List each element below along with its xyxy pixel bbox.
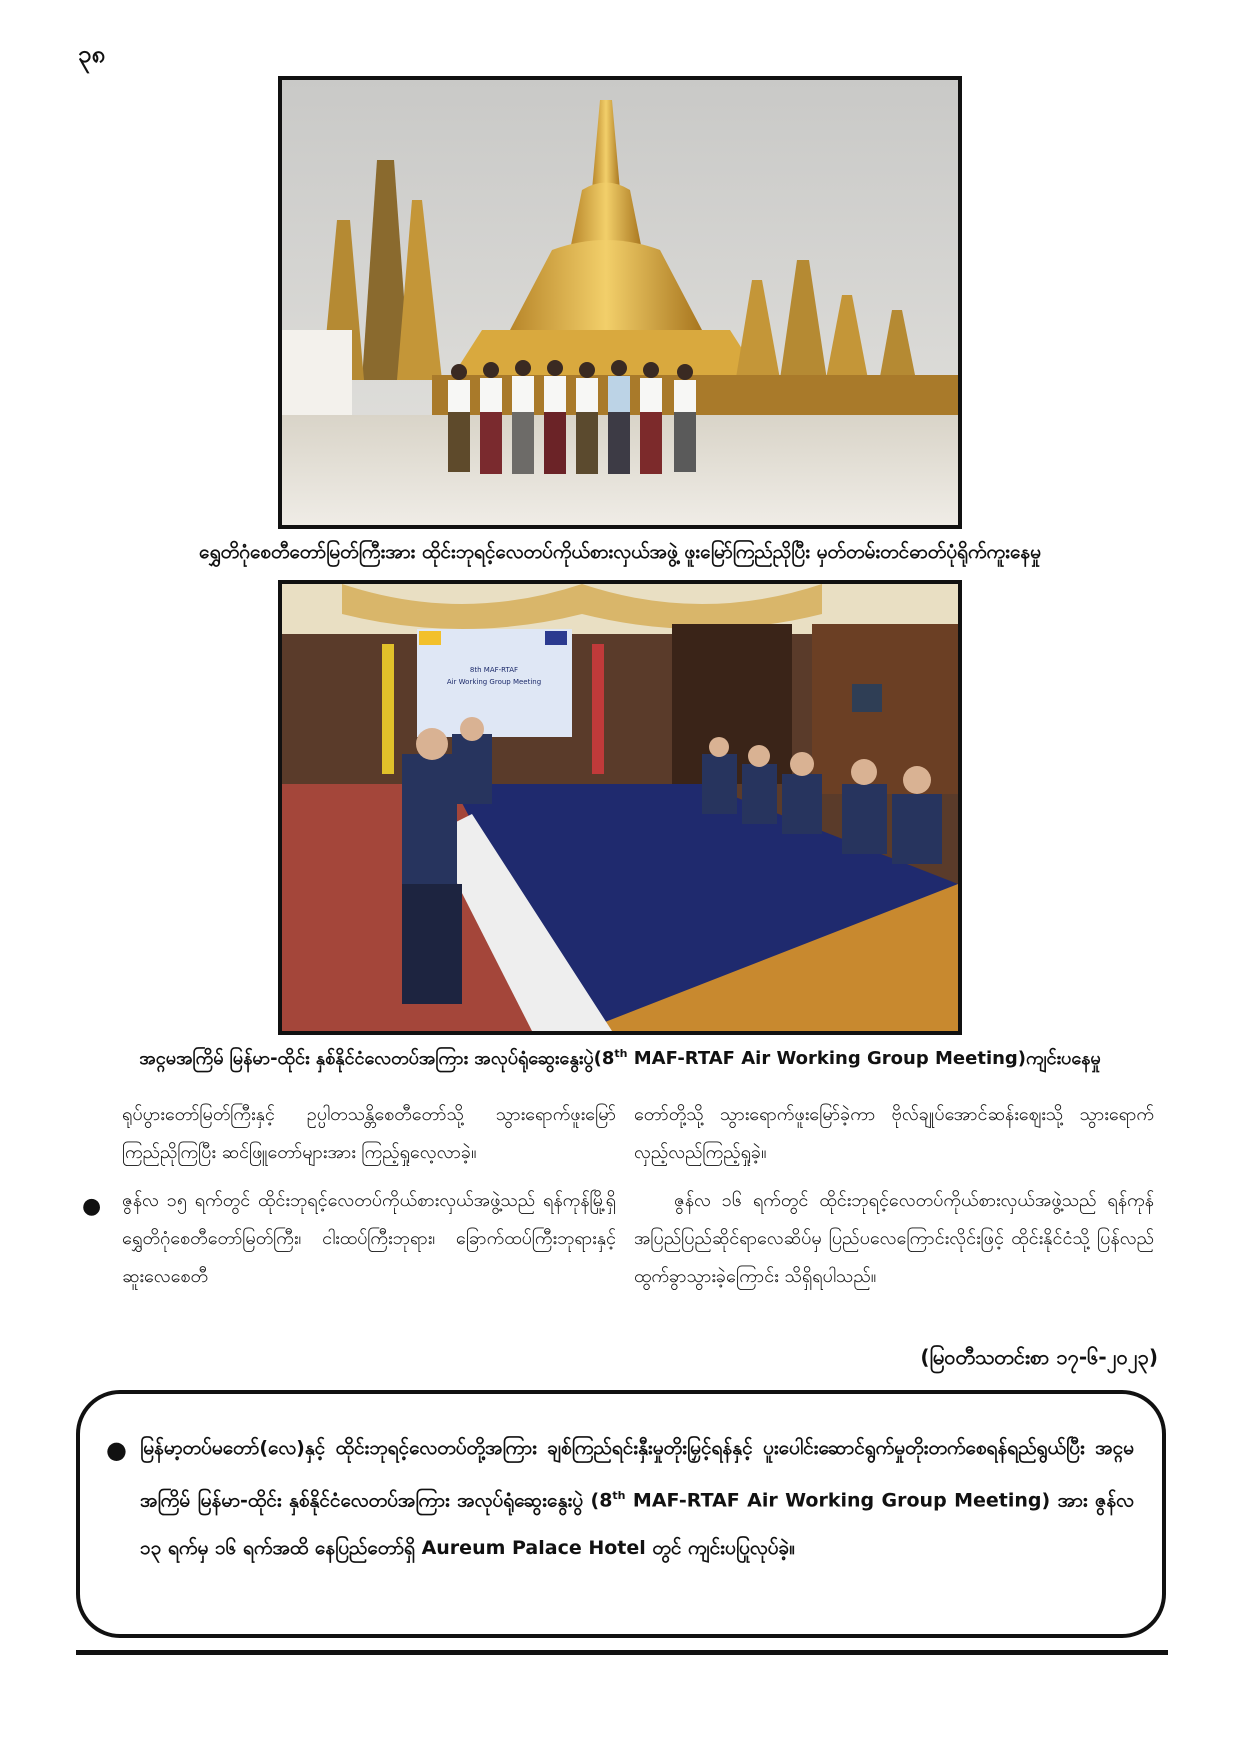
meeting-photo-illustration [282,584,958,1031]
right-paragraph-1: တော်တို့သို့ သွားရောက်ဖူးမြော်ခဲ့ကာ ဗိုလ်ချုပ်အောင်ဆန်းဈေးသို့ သွားရောက်လှည့်လည်ကြည့်ရှုခဲ့။ [634,1104,1154,1163]
summary-text-pre: မြန်မာ့တပ်မတော်(လေ)နှင့် ထိုင်းဘုရင့်လေတပ်တို့အကြား ချစ်ကြည်ရင်းနှီးမှုတိုးမြှင့်ရန်နှင့် ပူးပေါင်းဆောင်ရွက်မှုတိုးတက်စေရန်ရည်ရွယ်ပြီး အင္ဂမအကြိမ် မြန်မာ-ထိုင်း နှစ်နိုင်ငံလေတပ်အကြား အလုပ်ရုံဆွေးနွေးပွဲ (8 [140,1437,1134,1512]
screen-title-line1: 8th MAF-RTAF [469,666,519,674]
caption2-post: MAF-RTAF Air Working Group Meeting)ကျင်းပနေမှု [627,1048,1101,1069]
footer-rule [76,1650,1168,1655]
left-bullet-paragraph [82,1182,616,1296]
meeting-photo-caption [60,1046,1180,1073]
summary-text [106,1424,1134,1572]
meeting-photo [278,580,962,1035]
summary-text-post: MAF-RTAF Air Working Group Meeting) အား ဇွန်လ ၁၃ ရက်မှ ၁၆ ရက်အထိ နေပြည်တော်ရှိ Aureum Palace Hotel တွင် ကျင်းပပြုလုပ်ခဲ့။ [140,1489,1134,1560]
pagoda-group-photo [278,76,962,529]
news-source: (မြဝတီသတင်းစာ ၁၇-၆-၂၀၂၃) [920,1345,1158,1369]
left-paragraph-2: ဇွန်လ ၁၅ ရက်တွင် ထိုင်းဘုရင့်လေတပ်ကိုယ်စားလှယ်အဖွဲ့သည် ရန်ကုန်မြို့ရှိ ရွှေတိဂုံစေတီတော်မြတ်ကြီး၊ ငါးထပ်ကြီးဘုရား၊ ခြောက်ထပ်ကြီးဘုရားနှင့် ဆူးလေစေတီ [122,1190,616,1287]
pagoda-photo-illustration [282,80,958,525]
left-paragraph-1: ရုပ်ပွားတော်မြတ်ကြီးနှင့် ဥပ္ပါတသန္တိစေတီတော်သို့ သွားရောက်ဖူးမြော်ကြည်ညိုကြပြီး ဆင်ဖြူတော်များအား ကြည့်ရှုလေ့လာခဲ့။ [122,1104,616,1163]
body-right-column [634,1096,1154,1306]
right-paragraph-2: ဇွန်လ ၁၆ ရက်တွင် ထိုင်းဘုရင့်လေတပ်ကိုယ်စားလှယ်အဖွဲ့သည် ရန်ကုန်အပြည်ပြည်ဆိုင်ရာလေဆိပ်မှ ပြည်ပလေကြောင်းလိုင်းဖြင့် ထိုင်းနိုင်ငံသို့ ပြန်လည်ထွက်ခွာသွားခဲ့ကြောင်း သိရှိရပါသည်။ [634,1190,1154,1287]
screen-title-line2: Air Working Group Meeting [446,678,542,686]
bullet-icon: ● [106,1436,127,1464]
summary-box [76,1390,1166,1638]
pagoda-photo-caption: ရွှေတိဂုံစေတီတော်မြတ်ကြီးအား ထိုင်းဘုရင့်လေတပ်ကိုယ်စားလှယ်အဖွဲ့ ဖူးမြော်ကြည်ညိုပြီး မှတ်တမ်းတင်ဓာတ်ပုံရိုက်ကူးနေမှု [199,541,1041,563]
body-left-column [82,1096,616,1306]
page-number: ၃၈ [78,40,106,68]
caption2-pre: အင္ဂမအကြိမ် မြန်မာ-ထိုင်း နှစ်နိုင်ငံလေတပ်အကြား အလုပ်ရုံဆွေးနွေးပွဲ(8 [139,1048,615,1069]
bullet-icon: ● [82,1194,102,1219]
caption2-sup: th [614,1047,628,1060]
summary-text-sup: th [612,1489,626,1502]
